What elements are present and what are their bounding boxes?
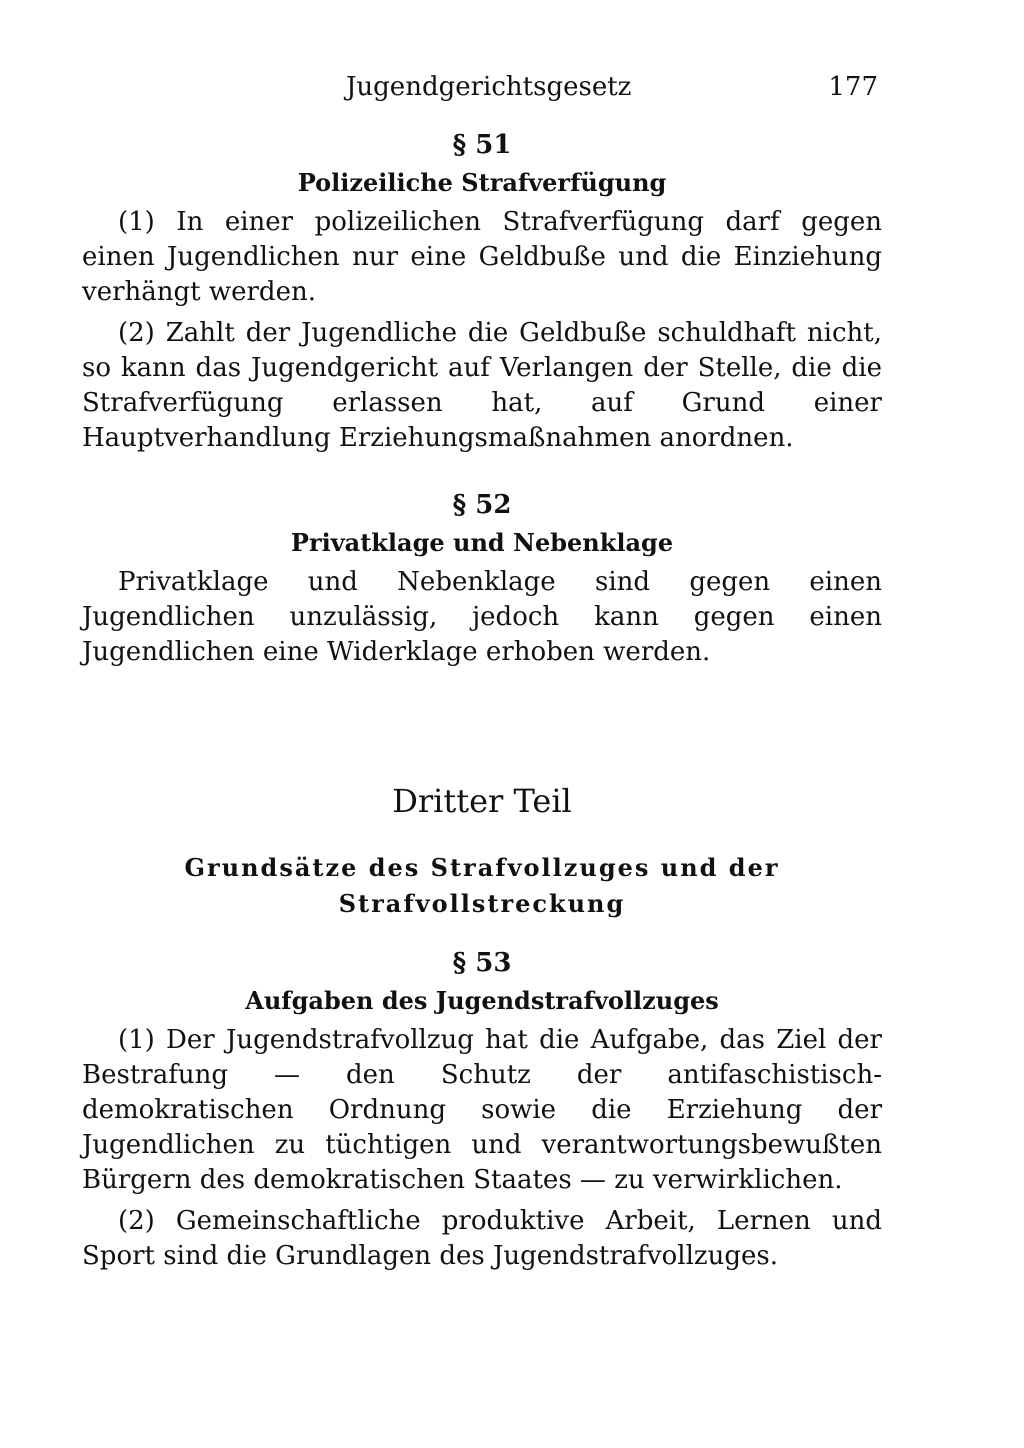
part-heading: Dritter Teil — [392, 782, 572, 820]
running-title: Jugendgerichtsgesetz — [346, 72, 632, 102]
page-number: 177 — [828, 72, 878, 102]
document-page — [82, 70, 882, 1280]
section-52-paragraph-1: Privatklage und Nebenklage sind gegen einen Jugendlichen unzulässig, jedoch kann gegen einen Jugendlichen eine Widerklage erhoben werden. — [82, 567, 882, 667]
running-header — [82, 70, 882, 114]
section-51-paragraph-1: (1) In einer polizeilichen Strafverfügung darf gegen einen Jugendlichen nur eine Geldbuße und die Einziehung verhängt werden. — [82, 207, 882, 307]
section-52-title: Privatklage und Nebenklage — [290, 528, 674, 557]
section-51-number: § 51 — [452, 130, 512, 160]
section-51-title: Polizeiliche Strafverfügung — [297, 168, 667, 197]
section-51-paragraph-2: (2) Zahlt der Jugendliche die Geldbuße schuldhaft nicht, so kann das Jugendgericht auf Verlangen der Stelle, die die Strafverfügung erlassen hat, auf Grund einer Hauptverhandlung Erziehungsmaßnahmen anordnen. — [82, 318, 882, 453]
section-53-paragraph-2: (2) Gemeinschaftliche produktive Arbeit, Lernen und Sport sind die Grundlagen des Jugendstrafvollzuges. — [82, 1206, 882, 1271]
part-subtitle: Grundsätze des Strafvollzuges und der Strafvollstreckung — [184, 853, 780, 918]
section-53-title: Aufgaben des Jugendstrafvollzuges — [245, 986, 719, 1015]
section-53-number: § 53 — [452, 948, 512, 978]
section-52-number: § 52 — [452, 490, 512, 520]
section-53-paragraph-1: (1) Der Jugendstrafvollzug hat die Aufgabe, das Ziel der Bestrafung — den Schutz der antifaschistisch-demokratischen Ordnung sowie die Erziehung der Jugendlichen zu tüchtigen und verantwortungsbewußten Bürgern des demokratischen Staates — zu verwirklichen. — [82, 1025, 882, 1195]
